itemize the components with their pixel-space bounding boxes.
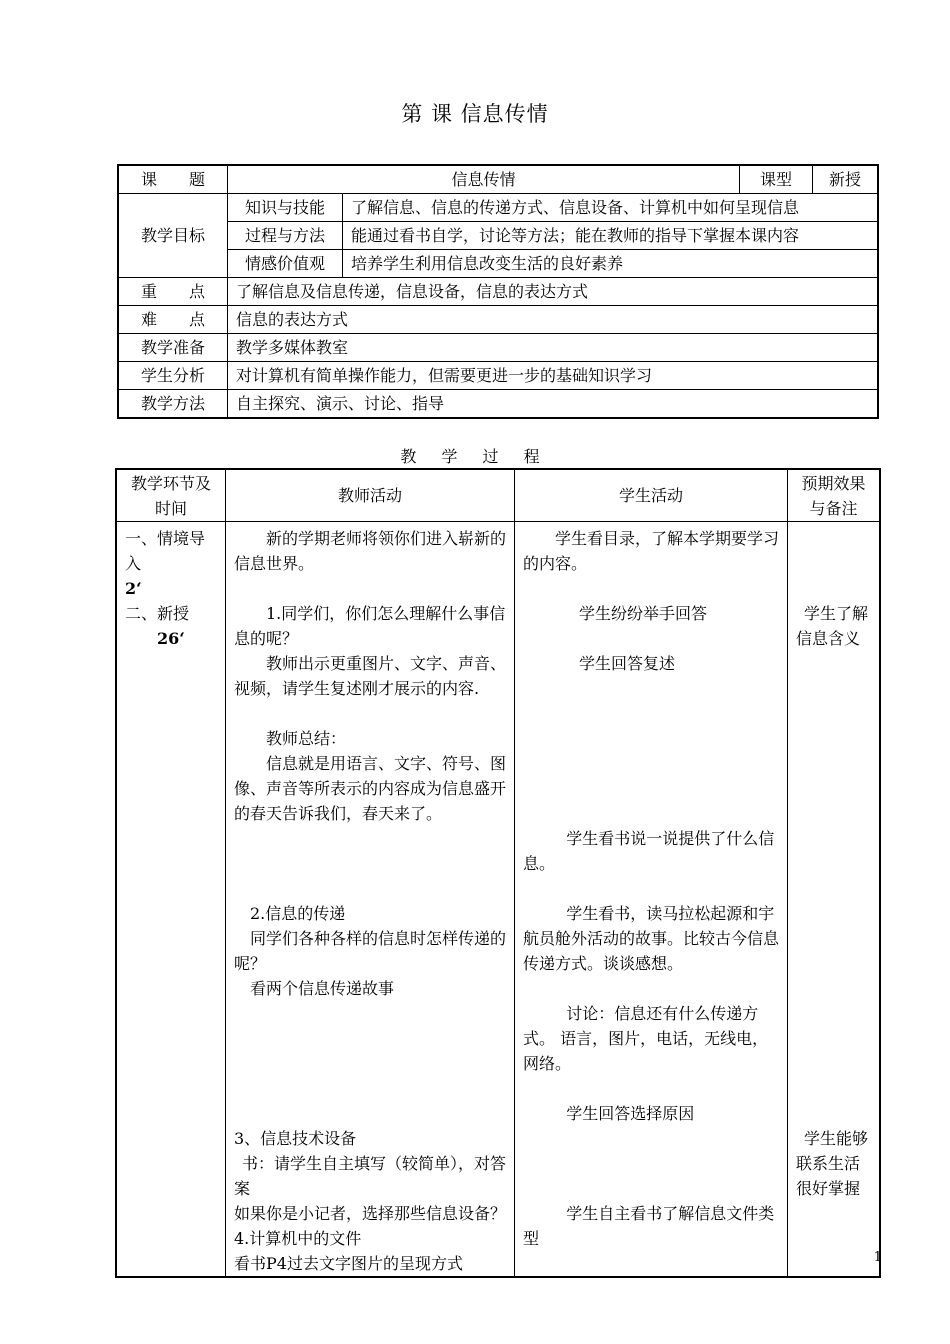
goal-row-value: 了解信息、信息的传递方式、信息设备、计算机中如何呈现信息 [343,194,879,222]
page-number: 1 [873,1250,882,1265]
teacher-text: 看两个信息传递故事 [250,979,395,998]
row-label: 学生分析 [118,362,228,390]
header-stage: 教学环节及时间 [116,469,226,522]
goal-row-label: 情感价值观 [228,250,343,278]
student-text: 学生回答选择原因 [566,1104,695,1123]
row-value: 自主探究、演示、讨论、指导 [228,390,879,419]
student-cell [515,522,788,1278]
teacher-text: 3、信息技术设备 [234,1129,357,1148]
teacher-text: 信息就是用语言、文字、符号、图像、声音等所表示的内容成为信息盛开的春天告诉我们，春天来了。 [234,754,507,823]
row-value: 信息的表达方式 [228,306,879,334]
stage-text: 一、情境导入 [125,529,206,573]
notes-cell [788,522,881,1278]
student-text: 学生回答复述 [579,654,676,673]
student-text: 讨论：信息还有什么传递方式。 语言，图片，电话，无线电，网络。 [523,1004,769,1073]
row-label: 教学准备 [118,334,228,362]
stage-time: 26‘ [157,629,185,648]
notes-text: 学生了解信息含义 [796,604,869,648]
teacher-text: 书：请学生自主填写（较简单），对答案 [234,1154,507,1198]
teacher-text: 如果你是小记者，选择那些信息设备？ [234,1204,507,1223]
header-notes: 预期效果与备注 [788,469,881,522]
header-student: 学生活动 [515,469,788,522]
teacher-text: 2.信息的传递 [250,904,346,923]
student-text: 学生纷纷举手回答 [579,604,708,623]
type-label: 课型 [739,165,812,194]
row-label: 教学方法 [118,390,228,419]
lesson-info-table [117,164,879,419]
teacher-text: 1.同学们，你们怎么理解什么事信息的呢？ [234,604,506,648]
page-title: 第 课 信息传情 [401,102,549,126]
teacher-cell [226,522,515,1278]
notes-text: 学生能够联系生活很好掌握 [796,1129,869,1198]
process-table [115,468,881,1278]
row-value: 教学多媒体教室 [228,334,879,362]
goal-row-value: 能通过看书自学，讨论等方法；能在教师的指导下掌握本课内容 [343,222,879,250]
stage-time: 2‘ [125,579,142,598]
goal-row-label: 过程与方法 [228,222,343,250]
row-value: 了解信息及信息传递，信息设备，信息的表达方式 [228,278,879,306]
row-label: 重 点 [118,278,228,306]
goal-row-label: 知识与技能 [228,194,343,222]
teacher-text: 4.计算机中的文件 [234,1229,362,1248]
row-value: 对计算机有简单操作能力，但需要更进一步的基础知识学习 [228,362,879,390]
teacher-text: 教师总结： [266,729,347,748]
type-value: 新授 [812,165,878,194]
process-title: 教 学 过 程 [400,447,550,466]
student-text: 学生看书说一说提供了什么信息。 [523,829,775,873]
student-text: 学生看书，读马拉松起源和宇航员舱外活动的故事。比较古今信息传递方式。谈谈感想。 [523,904,780,973]
student-text: 学生看目录，了解本学期要学习的内容。 [523,529,780,573]
topic-label: 课 题 [118,165,228,194]
header-teacher: 教师活动 [226,469,515,522]
row-label: 难 点 [118,306,228,334]
teacher-text: 教师出示更重图片、文字、声音、视频，请学生复述刚才展示的内容. [234,654,507,698]
teacher-text: 同学们各种各样的信息时怎样传递的呢？ [234,929,507,973]
stage-cell [116,522,226,1278]
student-text: 学生自主看书了解信息文件类型 [523,1204,775,1248]
goal-label: 教学目标 [118,194,228,278]
stage-text: 二、新授 [125,604,190,623]
topic-value: 信息传情 [228,165,740,194]
teacher-text: 新的学期老师将领你们进入崭新的信息世界。 [234,529,507,573]
goal-row-value: 培养学生利用信息改变生活的良好素养 [343,250,879,278]
teacher-text: 看书P4过去文字图片的呈现方式 [234,1254,463,1273]
